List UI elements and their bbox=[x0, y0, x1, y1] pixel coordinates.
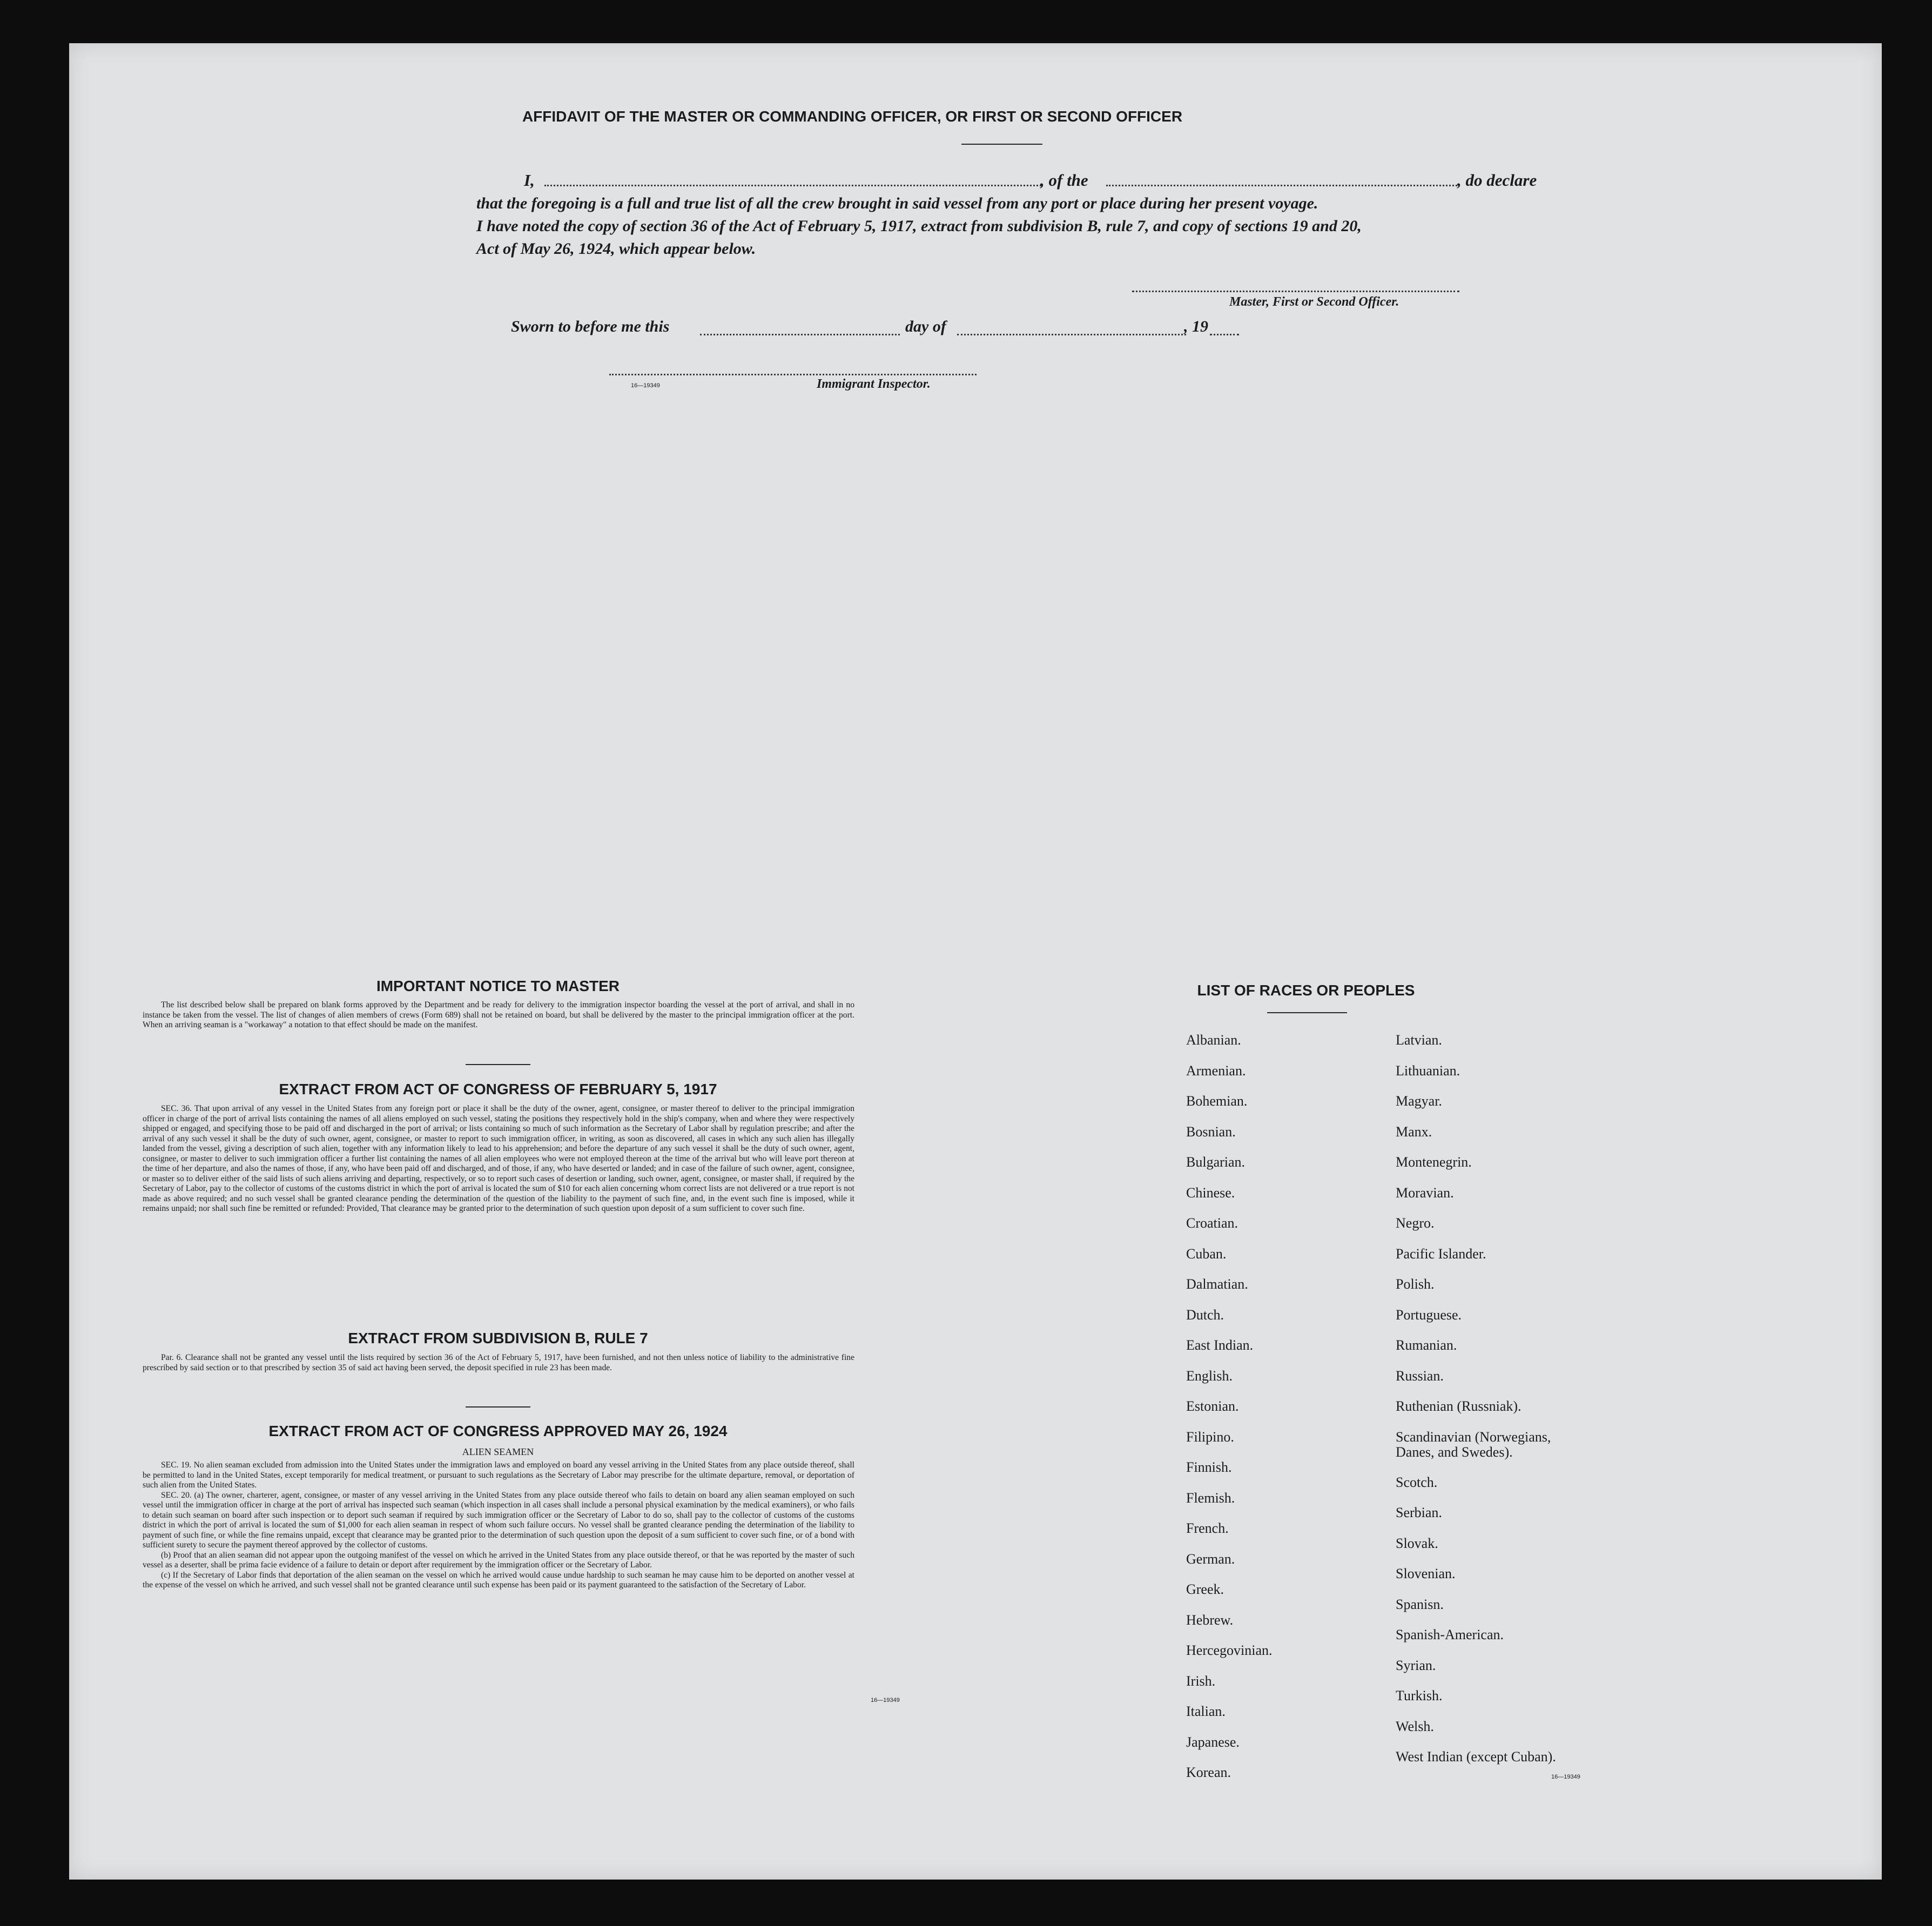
race-item: Syrian. bbox=[1396, 1657, 1436, 1673]
race-item: Russian. bbox=[1396, 1368, 1444, 1384]
race-item: Negro. bbox=[1396, 1215, 1435, 1231]
race-item: Latvian. bbox=[1396, 1032, 1442, 1048]
race-item: Armenian. bbox=[1186, 1062, 1246, 1079]
race-item: Welsh. bbox=[1396, 1718, 1434, 1734]
inspector-signature-line[interactable] bbox=[609, 374, 977, 375]
race-item: Montenegrin. bbox=[1396, 1154, 1472, 1170]
races-title-rule bbox=[1267, 1012, 1347, 1013]
race-item: Chinese. bbox=[1186, 1184, 1235, 1201]
race-item: West Indian (except Cuban). bbox=[1396, 1749, 1556, 1765]
master-signature-line[interactable] bbox=[1132, 291, 1459, 292]
race-item: Dutch. bbox=[1186, 1307, 1224, 1323]
race-item: English. bbox=[1186, 1368, 1233, 1384]
race-item: Finnish. bbox=[1186, 1459, 1232, 1475]
race-item: Croatian. bbox=[1186, 1215, 1238, 1231]
paragraph-6: Par. 6. Clearance shall not be granted any vessel until the lists required by section 36 of the Act of February 5, 1917, have been furnished, and not then unless notice of liability to the administrative fine prescribed by said section or to that prescribed by section 35 of said act having been served, the deposit specified in rule 23 has been made. bbox=[143, 1353, 854, 1372]
race-item: Greek. bbox=[1186, 1581, 1224, 1597]
race-item: Flemish. bbox=[1186, 1490, 1235, 1506]
race-item: Slovenian. bbox=[1396, 1566, 1456, 1581]
master-signature-label: Master, First or Second Officer. bbox=[1229, 295, 1399, 309]
affidavit-title-rule bbox=[961, 144, 1042, 145]
divider bbox=[466, 1064, 530, 1065]
notice-paragraph: The list described below shall be prepared on blank forms approved by the Department and be ready for delivery to the immigration inspector boarding the vessel at the port of arrival, and shall in no instance be taken from the vessel. The list of changes of alien members of crews (Form 689) shall not be retained on board, but shall be delivered by the master to the principal immigration officer at the port. When an arriving seaman is a "workaway" a notation to that effect should be made on the manifest. bbox=[143, 1000, 854, 1029]
notice-title: IMPORTANT NOTICE TO MASTER bbox=[376, 978, 620, 994]
race-item: French. bbox=[1186, 1520, 1229, 1536]
subdivision-b-title: EXTRACT FROM SUBDIVISION B, RULE 7 bbox=[348, 1330, 648, 1346]
section-19-paragraph: SEC. 19. No alien seaman excluded from admission into the United States under the immigration laws and employed on board any vessel arriving in the United States from any place outside thereof, shall be permitted to land in the United States, except temporarily for medical treatment, or pursuant to such regulations as the Secretary of Labor may prescribe for the ultimate departure, removal, or deportation of such alien from the United States. bbox=[143, 1460, 854, 1490]
section-20b-paragraph: (b) Proof that an alien seaman did not appear upon the outgoing manifest of the vessel on which he arrived in the United States from any place outside thereof, or that he was reported by the master of such vessel as a deserter, shall be prima facie evidence of a failure to detain or deport after requirement by the immigration officer or the Secretary of Labor. bbox=[143, 1550, 854, 1570]
race-item: East Indian. bbox=[1186, 1337, 1254, 1353]
race-item: Polish. bbox=[1396, 1276, 1435, 1292]
affidavit-declare: , do declare bbox=[1457, 171, 1537, 190]
race-item: Lithuanian. bbox=[1396, 1062, 1460, 1079]
subdivision-b-text bbox=[143, 1353, 854, 1373]
extract-1924-text bbox=[143, 1460, 854, 1591]
race-item: Ruthenian (Russniak). bbox=[1396, 1398, 1522, 1414]
race-item: Scandinavian (Norwegians, Danes, and Swedes). bbox=[1396, 1429, 1551, 1460]
document-page bbox=[69, 43, 1882, 1880]
extract-1917-text bbox=[143, 1104, 854, 1214]
race-item: Albanian. bbox=[1186, 1032, 1241, 1048]
race-item: Hebrew. bbox=[1186, 1612, 1234, 1628]
race-item: Irish. bbox=[1186, 1673, 1216, 1689]
name-blank[interactable] bbox=[544, 185, 1041, 186]
race-item: Cuban. bbox=[1186, 1245, 1227, 1262]
race-item: Scotch. bbox=[1396, 1474, 1438, 1490]
sworn-year-blank[interactable] bbox=[1210, 334, 1239, 335]
race-item: German. bbox=[1186, 1551, 1235, 1567]
race-item: Manx. bbox=[1396, 1123, 1432, 1140]
race-item: Dalmatian. bbox=[1186, 1276, 1248, 1292]
form-number: 16—19349 bbox=[1551, 1774, 1580, 1780]
notice-text bbox=[143, 1000, 854, 1031]
race-item: Turkish. bbox=[1396, 1688, 1443, 1703]
races-right-column bbox=[1396, 1025, 1556, 1773]
race-item: Italian. bbox=[1186, 1703, 1226, 1719]
inspector-label: Immigrant Inspector. bbox=[817, 377, 931, 391]
race-item: Magyar. bbox=[1396, 1093, 1442, 1109]
race-item: Bulgarian. bbox=[1186, 1154, 1246, 1170]
sworn-year: , 19 bbox=[1184, 318, 1208, 335]
alien-seamen-subtitle: ALIEN SEAMEN bbox=[462, 1446, 534, 1457]
extract-1917-title: EXTRACT FROM ACT OF CONGRESS OF FEBRUARY 5, 1917 bbox=[279, 1081, 717, 1097]
race-item: Moravian. bbox=[1396, 1184, 1454, 1201]
race-item: Korean. bbox=[1186, 1765, 1231, 1780]
sworn-month-blank[interactable] bbox=[957, 334, 1186, 335]
races-title: LIST OF RACES OR PEOPLES bbox=[1197, 982, 1415, 999]
race-item: Spanisn. bbox=[1396, 1596, 1444, 1612]
race-item: Rumanian. bbox=[1396, 1337, 1457, 1353]
race-item: Filipino. bbox=[1186, 1429, 1234, 1445]
race-item: Hercegovinian. bbox=[1186, 1642, 1273, 1658]
divider bbox=[466, 1406, 530, 1408]
form-number: 16—19349 bbox=[631, 382, 660, 389]
section-36-paragraph: SEC. 36. That upon arrival of any vessel in the United States from any foreign port or place it shall be the duty of the owner, agent, consignee, or master thereof to deliver to the principal immigration officer in charge of the port of arrival lists containing the names of all aliens employed on such vessel, stating the positions they respectively hold in the ship's company, when and where they were respectively shipped or engaged, and specifying those to be paid off and discharged in the port of arrival; or lists containing so much of such information as the Secretary of Labor shall by regulation prescribe; and after the arrival of any such vessel it shall be the duty of such owner, agent, consignee, or master to report to such immigration officer, in writing, as soon as discovered, all cases in which any such alien has illegally landed from the vessel, giving a description of such alien, together with any information likely to lead to his apprehension; and before the departure of any such vessel it shall be the duty of such owner, agent, consignee, or master to deliver to such immigration officer a further list containing the names of all alien employees who were not employed thereon at the time of the arrival but who will leave port thereon at the time of her departure, and also the names of those, if any, who have been paid off and discharged, and of those, if any, who have deserted or landed; and in case of the failure of such owner, agent, consignee, or master so to deliver either of the said lists of such aliens arriving and departing, respectively, or so to report such cases of desertion or landing, such owner, agent, consignee, or master shall, if required by the Secretary of Labor, pay to the collector of customs of the customs district in which the port of arrival is located the sum of $10 for each alien concerning whom correct lists are not delivered or a true report is not made as above required; and no such vessel shall be granted clearance pending the determination of the question of the liability to the payment of such fine, and, in the event such fine is imposed, while it remains unpaid; nor shall such fine be remitted or refunded: Provided, That clearance may be granted prior to the determination of such question upon deposit of a sum sufficient to cover such fine. bbox=[143, 1104, 854, 1213]
affidavit-i: I, bbox=[524, 171, 535, 190]
section-20c-paragraph: (c) If the Secretary of Labor finds that deportation of the alien seaman on the vessel on which he arrived would cause undue hardship to such seaman he may cause him to be deported on another vessel at the expense of the vessel on which he arrived, and such vessel shall not be granted clearance until such expense has been paid or its payment guaranteed to the satisfaction of the Secretary of Labor. bbox=[143, 1570, 854, 1590]
race-item: Japanese. bbox=[1186, 1734, 1240, 1750]
form-number: 16—19349 bbox=[871, 1697, 900, 1703]
races-left-column bbox=[1186, 1025, 1273, 1788]
race-item: Slovak. bbox=[1396, 1535, 1438, 1551]
affidavit-line3: I have noted the copy of section 36 of the Act of February 5, 1917, extract from subdivision B, rule 7, and copy of sections 19 and 20, bbox=[476, 217, 1362, 235]
affidavit-of-the: , of the bbox=[1040, 171, 1088, 190]
race-item: Spanish-American. bbox=[1396, 1627, 1504, 1642]
sworn-day-of: day of bbox=[905, 318, 946, 335]
race-item: Portuguese. bbox=[1396, 1307, 1462, 1323]
race-item: Bohemian. bbox=[1186, 1093, 1248, 1109]
race-item: Bosnian. bbox=[1186, 1123, 1236, 1140]
section-20a-paragraph: SEC. 20. (a) The owner, charterer, agent, consignee, or master of any vessel arriving in the United States from any place outside thereof who fails to detain on board any alien seaman employed on such vessel until the immigration officer in charge at the port of arrival has inspected such seaman (which inspection in all cases shall include a personal physical examination by the medical examiners), or who fails to detain such seaman on board after such inspection or to deport such seaman if required by such immigration officer or the Secretary of Labor to do so, shall pay to the collector of customs of the customs district in which the port of arrival is located the sum of $1,000 for each alien seaman in respect of whom such failure occurs. No vessel shall be granted clearance pending the determination of the liability to payment of such fine, or while the fine remains unpaid, except that clearance may be granted prior to the determination of such question upon the deposit of a sum sufficient to cover such fine, or of a bond with sufficient surety to secure the payment thereof approved by the collector of customs. bbox=[143, 1490, 854, 1550]
extract-1924-title: EXTRACT FROM ACT OF CONGRESS APPROVED MAY 26, 1924 bbox=[268, 1423, 728, 1439]
race-item: Pacific Islander. bbox=[1396, 1245, 1486, 1262]
affidavit-line2: that the foregoing is a full and true list of all the crew brought in said vessel from any port or place during her present voyage. bbox=[476, 194, 1318, 212]
sworn-day-blank[interactable] bbox=[700, 334, 900, 335]
vessel-blank[interactable] bbox=[1106, 185, 1457, 186]
race-item: Estonian. bbox=[1186, 1398, 1239, 1414]
sworn-prefix: Sworn to before me this bbox=[511, 318, 670, 335]
affidavit-title: AFFIDAVIT OF THE MASTER OR COMMANDING OFFICER, OR FIRST OR SECOND OFFICER bbox=[522, 108, 1183, 125]
affidavit-line4: Act of May 26, 1924, which appear below. bbox=[476, 240, 756, 258]
race-item: Serbian. bbox=[1396, 1505, 1442, 1520]
